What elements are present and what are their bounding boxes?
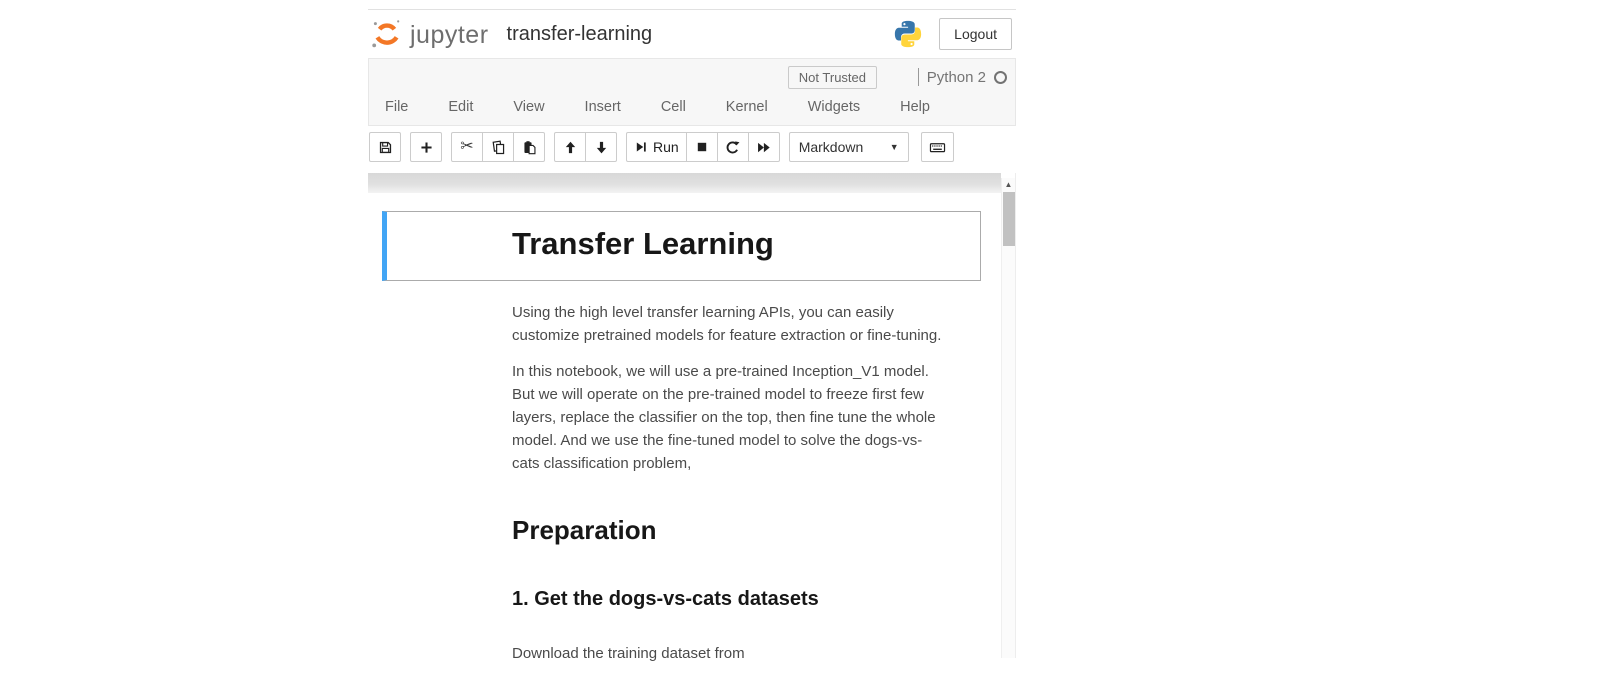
cell-list [368,193,1015,665]
text-line: Download the training dataset from [512,645,745,662]
menu-widgets[interactable]: Widgets [807,99,861,115]
paste-icon [522,140,537,155]
plus-icon [419,140,434,155]
cut-icon: ✂ [460,138,474,155]
stop-icon [695,140,709,154]
markdown-cell-intro[interactable] [368,301,1015,475]
notebook-h1: Transfer Learning [512,226,774,261]
logout-button[interactable]: Logout [939,18,1012,50]
text-line: cats classification problem, [512,455,692,472]
command-palette-button[interactable] [921,132,954,162]
kernel-idle-icon [994,71,1007,84]
markdown-cell-datasets[interactable] [368,587,1015,611]
kernel-separator [918,68,919,86]
move-cells-down-button[interactable] [585,132,617,162]
jupyter-logo[interactable] [370,17,489,51]
copy-icon [491,140,506,155]
restart-run-all-button[interactable] [748,132,780,162]
jupyter-logo-icon [370,17,404,51]
cell-type-value: Markdown [798,139,864,155]
kernel-name: Python 2 [926,68,986,86]
cell-type-dropdown[interactable] [789,132,909,162]
paragraph [512,301,975,347]
insert-cell-below-button[interactable] [410,132,442,162]
menu-view[interactable]: View [513,99,545,115]
keyboard-icon [929,140,946,155]
fast-forward-icon [756,140,771,155]
notebook-container [368,173,1016,662]
chevron-down-icon: ▼ [889,142,899,152]
text-line: In this notebook, we will use a pre-trained Inception_V1 model. [512,363,929,380]
text-line: Using the high level transfer learning APIs, you can easily [512,304,894,321]
cut-cells-button[interactable] [451,132,483,162]
notebook-h3: 1. Get the dogs-vs-cats datasets [512,588,819,610]
notebook-title[interactable]: transfer-learning [506,22,653,45]
menu-file[interactable]: File [385,99,409,115]
text-line: customize pretrained models for feature extraction or fine-tuning. [512,327,942,344]
menu-section [368,58,1016,126]
arrow-up-icon [563,140,578,155]
markdown-cell-download[interactable] [368,642,1015,665]
notebook-h2: Preparation [512,515,657,545]
copy-cells-button[interactable] [482,132,514,162]
notebook-top-shadow [368,173,1001,193]
paragraph [512,360,975,475]
menu-kernel[interactable]: Kernel [725,99,768,115]
run-label: Run [653,139,679,155]
scrollbar[interactable] [1001,178,1015,658]
menu-cell[interactable]: Cell [660,99,686,115]
python-logo-icon [893,19,923,49]
menubar [385,97,970,117]
markdown-cell-title-selected[interactable] [382,211,981,281]
save-button[interactable] [369,132,401,162]
text-line: But we will operate on the pre-trained model to freeze first few [512,386,924,403]
scrollbar-thumb[interactable] [1003,192,1015,246]
menu-edit[interactable]: Edit [448,99,474,115]
scroll-up-icon[interactable]: ▲ [1004,179,1013,189]
interrupt-kernel-button[interactable] [686,132,718,162]
move-cells-up-button[interactable] [554,132,586,162]
menu-help[interactable]: Help [900,99,930,115]
run-icon [634,140,648,154]
run-button[interactable] [626,132,687,162]
kernel-indicator [918,68,1007,86]
save-icon [378,140,393,155]
notebook-app [368,0,1016,685]
header [368,10,1016,58]
restart-kernel-button[interactable] [717,132,749,162]
toolbar [368,126,1016,168]
markdown-cell-preparation[interactable] [368,515,1015,545]
text-line: model. And we use the fine-tuned model to solve the dogs-vs- [512,432,923,449]
arrow-down-icon [594,140,609,155]
text-line: layers, replace the classifier on the top, then fine tune the whole [512,409,936,426]
trust-status-badge[interactable]: Not Trusted [788,66,877,89]
paste-cells-button[interactable] [513,132,545,162]
restart-icon [725,140,740,155]
jupyter-wordmark: jupyter [410,21,489,49]
menu-insert[interactable]: Insert [584,99,621,115]
